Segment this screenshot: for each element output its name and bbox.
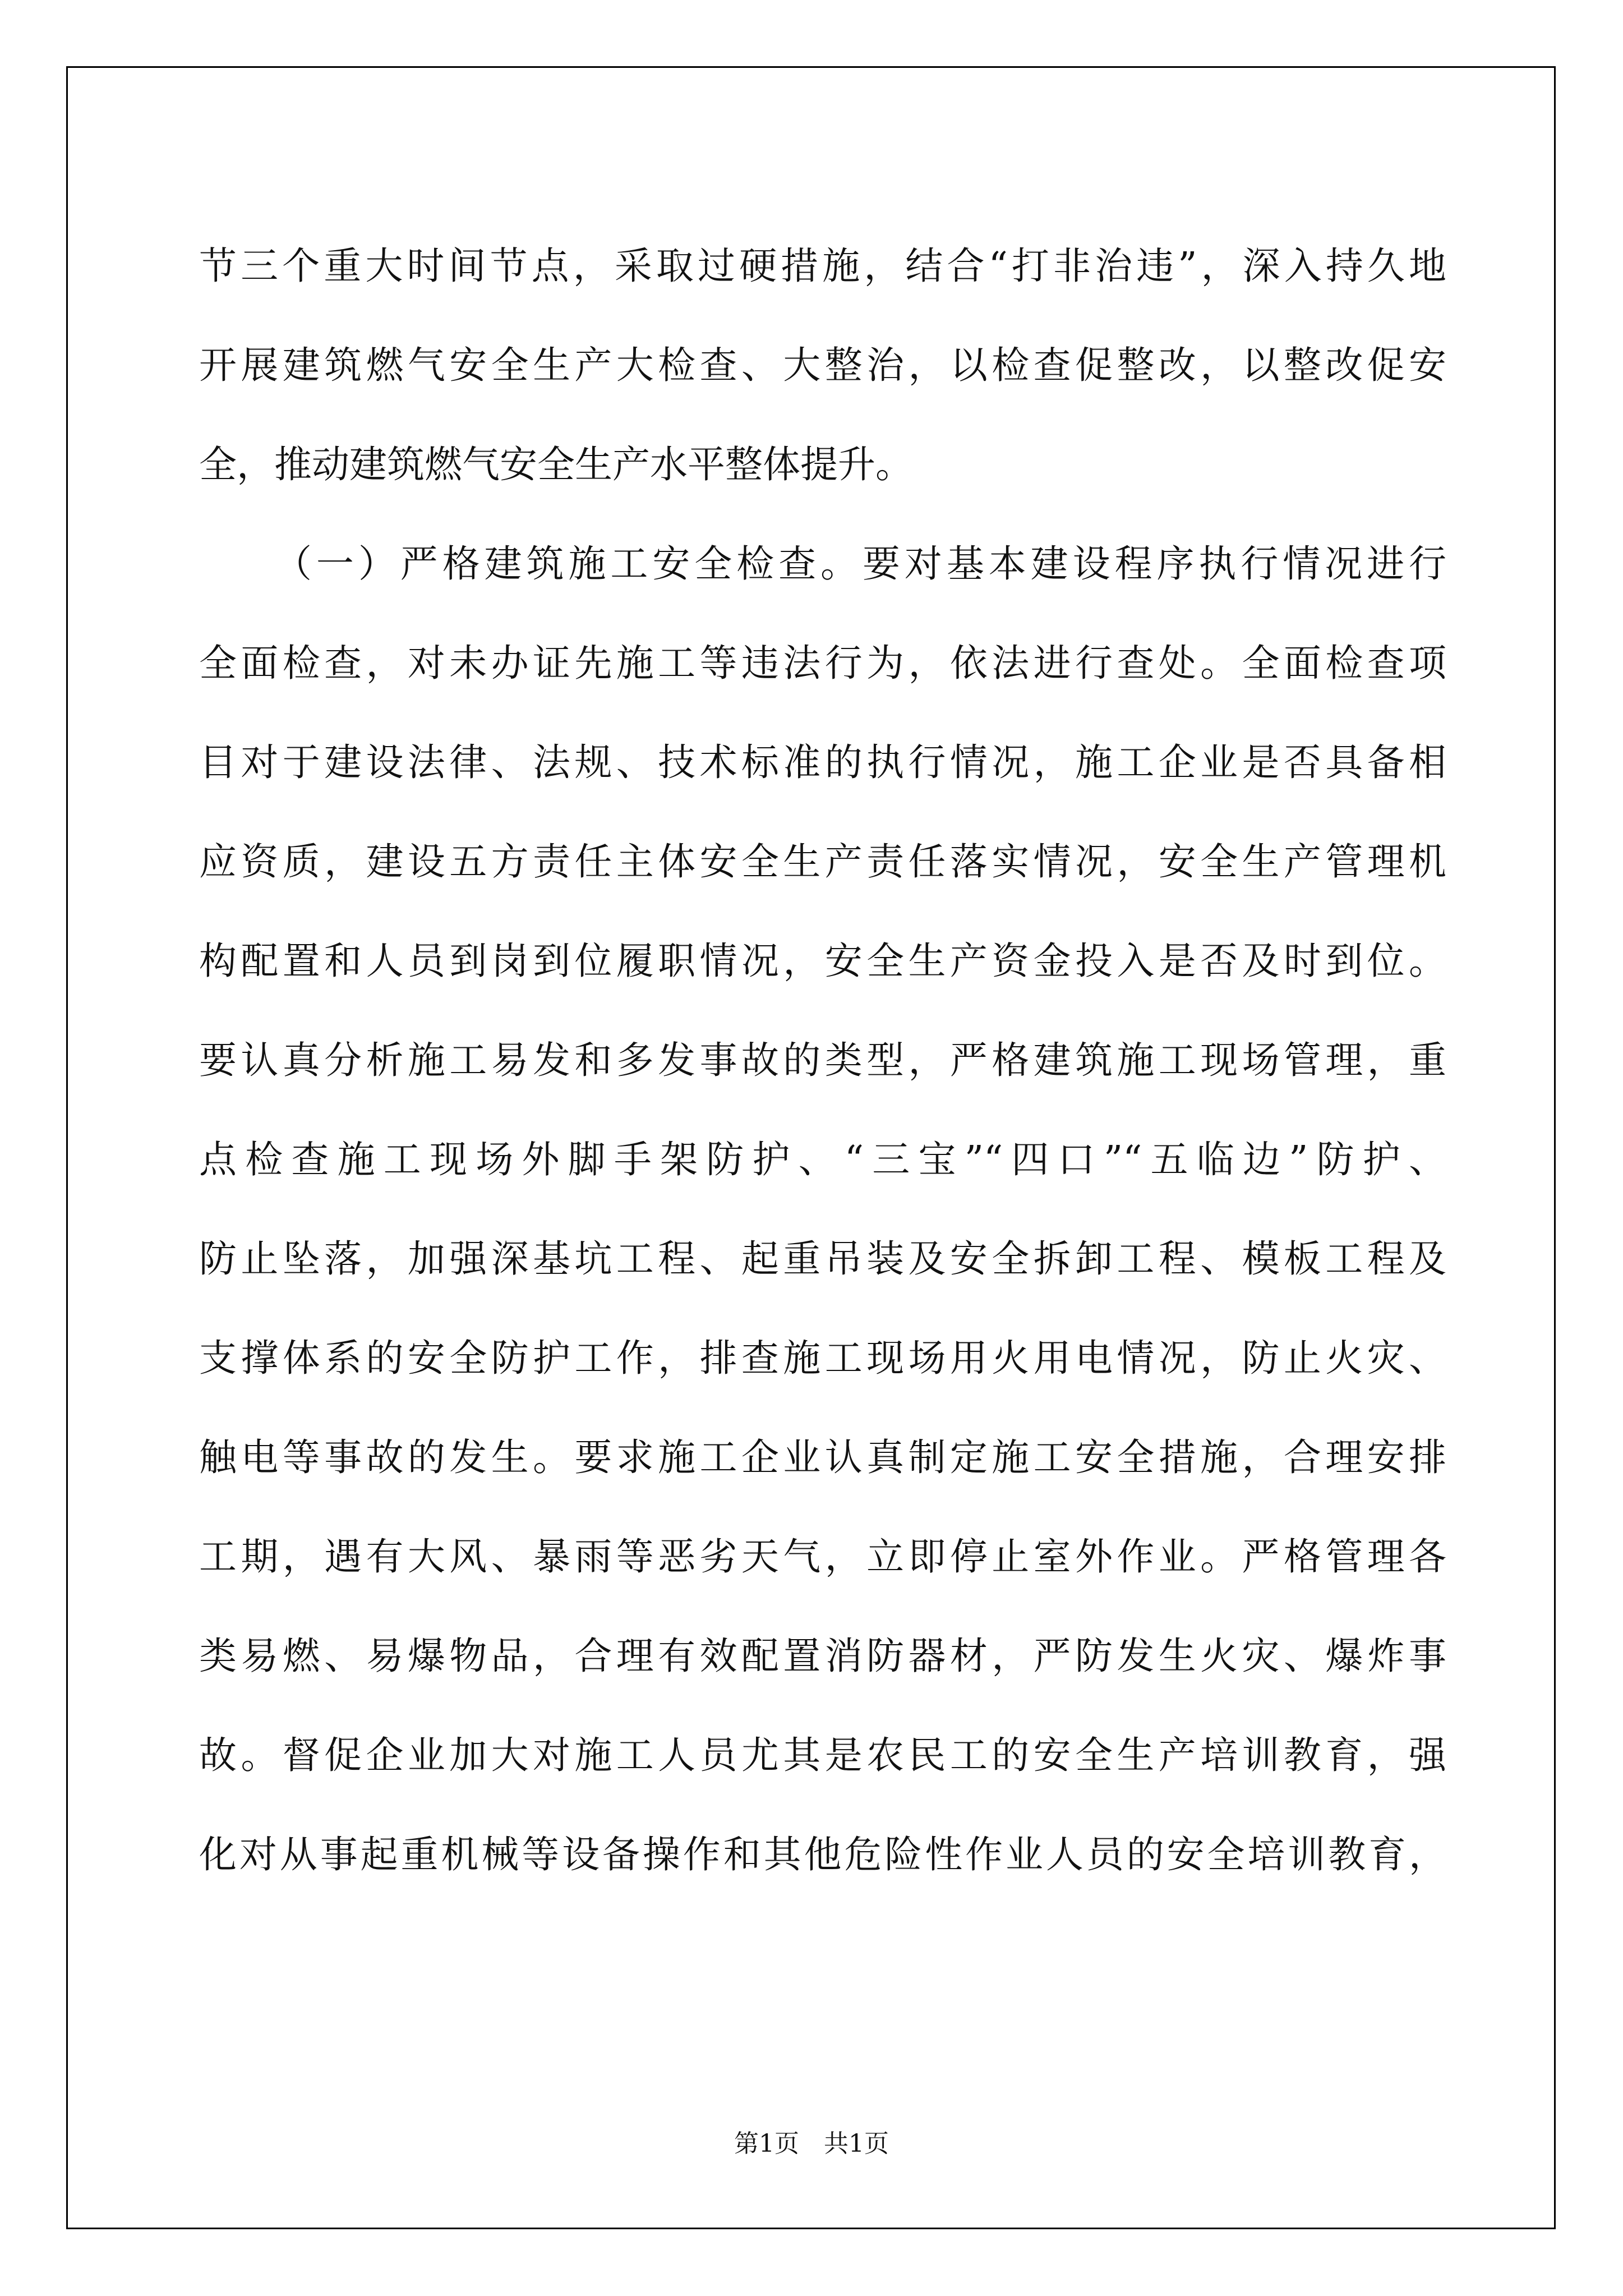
text-line: 化对从事起重机械等设备操作和其他危险性作业人员的安全培训教育， xyxy=(199,1833,1446,1876)
text-line: 开展建筑燃气安全生产大检查、大整治，以检查促整改，以整改促安 xyxy=(199,343,1446,387)
section-heading-line: （一）严格建筑施工安全检查。要对基本建设程序执行情况进行 xyxy=(274,542,1446,586)
text-line: 点检查施工现场外脚手架防护、“三宝”“四口”“五临边”防护、 xyxy=(199,1138,1446,1181)
page-footer xyxy=(0,2123,1623,2159)
text-line: 类易燃、易爆物品，合理有效配置消防器材，严防发生火灾、爆炸事 xyxy=(199,1634,1446,1678)
text-line: 防止坠落，加强深基坑工程、起重吊装及安全拆卸工程、模板工程及 xyxy=(199,1237,1446,1281)
text-line: 要认真分析施工易发和多发事故的类型，严格建筑施工现场管理，重 xyxy=(199,1038,1446,1082)
text-line: 工期，遇有大风、暴雨等恶劣天气，立即停止室外作业。严格管理各 xyxy=(199,1535,1446,1579)
text-line: 全，推动建筑燃气安全生产水平整体提升。 xyxy=(199,443,913,486)
text-line: 故。督促企业加大对施工人员尤其是农民工的安全生产培训教育，强 xyxy=(199,1733,1446,1777)
total-pages: 共1页 xyxy=(824,2129,889,2158)
document-body xyxy=(199,217,1446,1904)
page-number: 第1页 xyxy=(734,2129,799,2158)
text-line: 应资质，建设五方责任主体安全生产责任落实情况，安全生产管理机 xyxy=(199,840,1446,884)
text-line: 节三个重大时间节点，采取过硬措施，结合“打非治违”，深入持久地 xyxy=(199,244,1446,288)
text-line: 全面检查，对未办证先施工等违法行为，依法进行查处。全面检查项 xyxy=(199,641,1446,685)
text-line: 目对于建设法律、法规、技术标准的执行情况，施工企业是否具备相 xyxy=(199,740,1446,784)
text-line: 构配置和人员到岗到位履职情况，安全生产资金投入是否及时到位。 xyxy=(199,939,1446,983)
text-line: 支撑体系的安全防护工作，排查施工现场用火用电情况，防止火灾、 xyxy=(199,1336,1446,1380)
text-line: 触电等事故的发生。要求施工企业认真制定施工安全措施，合理安排 xyxy=(199,1435,1446,1479)
